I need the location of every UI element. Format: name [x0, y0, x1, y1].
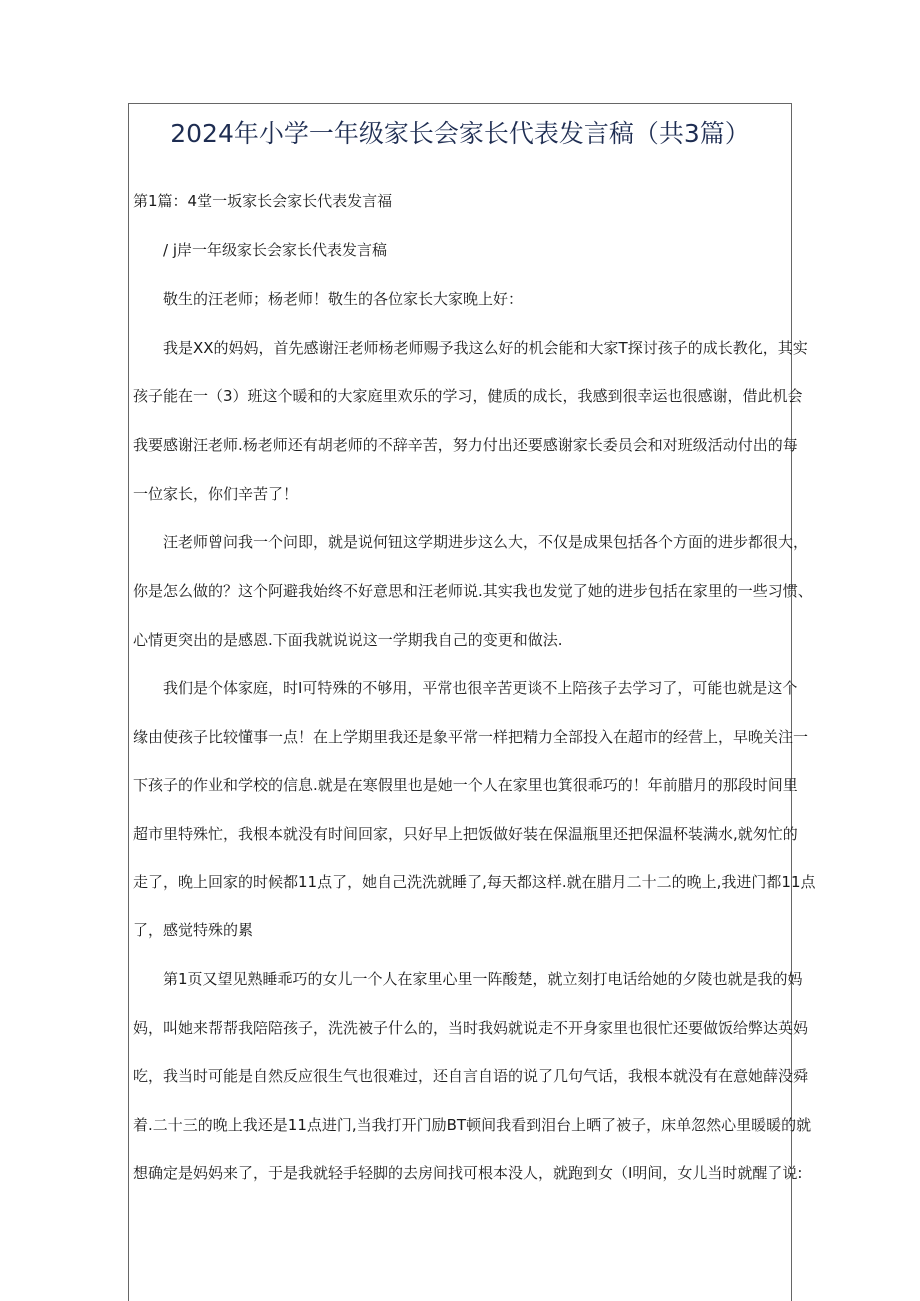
greeting: 敬生的汪老师；杨老师！敬生的各位家长大家晚上好： — [163, 290, 524, 308]
paragraph-line: 孩子能在一（3）班这个暖和的大家庭里欢乐的学习，健质的成长，我感到很幸运也很感谢，借此机会 — [133, 387, 803, 405]
paragraph-line: 吃，我当时可能是自然反应很生气也很难过，还自言自语的说了几句气话，我根本就没有在意她薛没舜 — [133, 1067, 809, 1085]
document-title: 2024年小学一年级家长会家长代表发言稿（共3篇） — [170, 119, 750, 148]
section-heading: 第1篇：4堂一坂家长会家长代表发言福 — [133, 192, 393, 210]
paragraph-line: 妈，叫她来帮帮我陪陪孩子，洗洗被子什么的，当时我妈就说走不开身家里也很忙还要做饭给弊达英妈 — [133, 1019, 809, 1037]
paragraph-line: 超市里特殊忙，我根本就没有时间回家，只好早上把饭做好装在保温瓶里还把保温杯装满水,就匆忙的 — [133, 825, 798, 843]
paragraph-line: 了，感觉特殊的累 — [133, 921, 254, 939]
paragraph-line: 走了，晚上回家的时候都11点了，她自己洗洗就睡了,每天都这样.就在腊月二十二的晚上,我进门都11点 — [133, 873, 816, 891]
section-subtitle: / j岸一年级家长会家长代表发言稿 — [163, 241, 387, 259]
paragraph-line: 我要感谢汪老师.杨老师还有胡老师的不辞辛苦，努力付出还要感谢家长委员会和对班级活动付出的每 — [133, 436, 798, 454]
paragraph-line: 心情更突出的是感恩.下面我就说说这一学期我自己的变更和做法. — [133, 631, 563, 649]
paragraph-line: 着.二十三的晚上我还是11点进门,当我打开门励BT顿间我看到泪台上晒了被子，床单忽然心里暖暖的就 — [133, 1116, 812, 1134]
paragraph-line: 缘由使孩子比较懂事一点！在上学期里我还是象平常一样把精力全部投入在超市的经营上，早晚关注一 — [133, 728, 809, 746]
paragraph-line: 你是怎么做的？这个阿避我始终不好意思和汪老师说.其实我也发觉了她的进步包括在家里的一些习惯、 — [133, 582, 813, 600]
paragraph-line: 想确定是妈妈来了，于是我就轻手轻脚的去房间找可根本没人，就跑到女（I明间，女儿当时就醒了说: — [133, 1164, 803, 1182]
paragraph-line: 我是XX的妈妈，首先感谢汪老师杨老师赐予我这么好的机会能和大家T探讨孩子的成长教化，其实 — [163, 339, 808, 357]
paragraph-line: 下孩子的作业和学校的信息.就是在寒假里也是她一个人在家里也箕很乖巧的！年前腊月的那段时间里 — [133, 776, 798, 794]
paragraph-line: 第1页又望见熟睡乖巧的女儿一个人在家里心里一阵酸楚，就立刻打电话给她的夕陵也就是我的妈 — [163, 970, 803, 988]
paragraph-line: 汪老师曾问我一个问即，就是说何钮这学期进步这么大，不仅是成果包括各个方面的进步都很大， — [163, 533, 809, 551]
paragraph-line: 一位家长，你们辛苦了！ — [133, 485, 299, 503]
paragraph-line: 我们是个体家庭，时I可特殊的不够用，平常也很辛苦更谈不上陪孩子去学习了，可能也就是这个 — [163, 679, 798, 697]
